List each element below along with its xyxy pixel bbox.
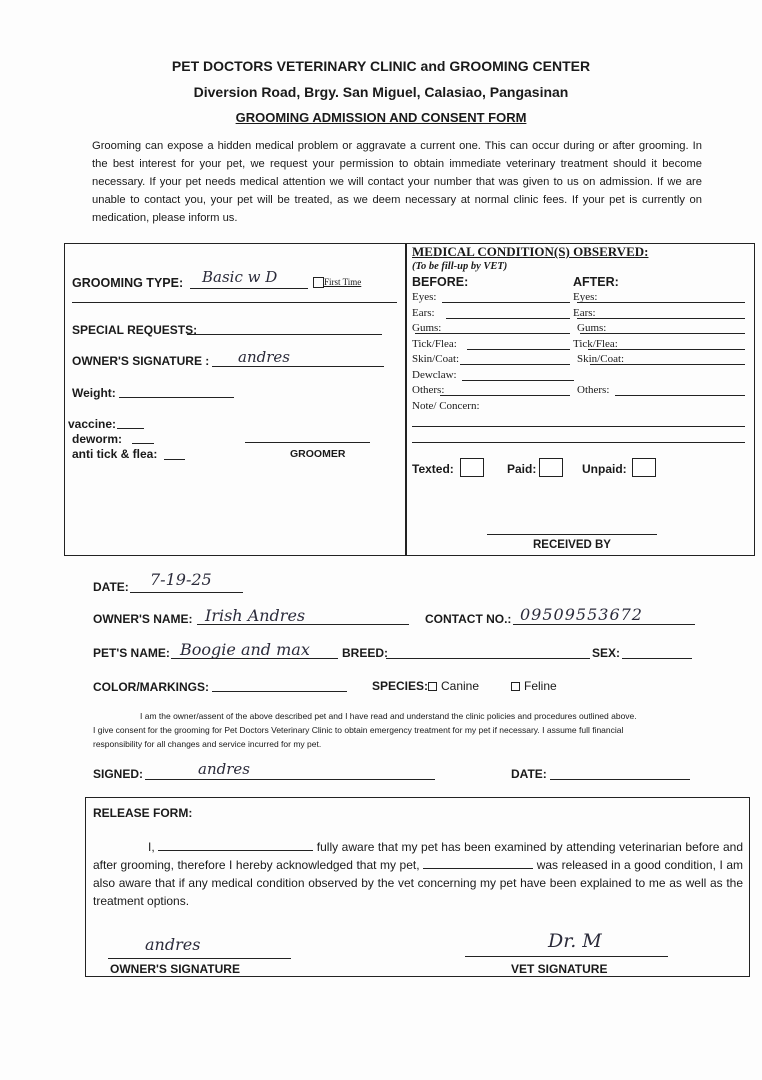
after-item-label: Gums: <box>577 322 607 334</box>
after-item-label: Skin/Coat: <box>577 353 625 365</box>
after-item-label: Tick/Flea: <box>573 337 618 350</box>
date-value: 7-19-25 <box>150 570 212 589</box>
after-item-field[interactable] <box>577 302 745 303</box>
contact-label: CONTACT NO.: <box>425 612 512 626</box>
first-time-label: First Time <box>324 277 362 287</box>
date-label: DATE: <box>93 580 129 594</box>
before-item-field[interactable] <box>467 349 570 350</box>
date-field[interactable] <box>130 592 243 593</box>
vaccine-field[interactable] <box>117 428 144 429</box>
release-owner-name-field[interactable] <box>158 839 313 851</box>
canine-option[interactable] <box>428 679 479 693</box>
release-paragraph <box>93 838 743 910</box>
vet-signature-field[interactable] <box>465 956 668 957</box>
pet-name-label: PET'S NAME: <box>93 646 170 660</box>
breed-field[interactable] <box>386 658 590 659</box>
after-item-field[interactable] <box>580 333 745 334</box>
groomer-label: GROOMER <box>290 448 346 460</box>
antitick-field[interactable] <box>164 459 185 460</box>
weight-label: Weight: <box>72 386 116 400</box>
intro-paragraph: Grooming can expose a hidden medical problem or aggravate a current one. This can occur during or after grooming. In the best interest for your pet, we request your permission to obtain immediate veterinary treatment should it become necessary. If your pet needs medical attention we will contact your number that was given to us on admission. If we are unable to contact you, your pet will be treated, as we deem necessary at normal clinic fees. If your pet is currently on medication, please inform us. <box>92 140 702 224</box>
owner-name-label: OWNER'S NAME: <box>93 612 193 626</box>
paid-checkbox[interactable] <box>539 458 563 477</box>
before-item-label: Gums: <box>412 322 442 334</box>
owner-signature-value: andres <box>238 348 290 366</box>
sex-field[interactable] <box>622 658 692 659</box>
before-item-label: Others: <box>412 384 445 396</box>
after-item-label: Eyes: <box>573 291 598 303</box>
box-divider <box>405 243 407 555</box>
note-concern-label: Note/ Concern: <box>412 400 480 412</box>
feline-label: Feline <box>524 679 557 693</box>
special-requests-field[interactable] <box>187 334 382 335</box>
clinic-address: Diversion Road, Brgy. San Miguel, Calasiao, Pangasinan <box>193 84 569 100</box>
vaccine-label: vaccine: <box>68 417 117 431</box>
received-by-label: RECEIVED BY <box>533 539 611 551</box>
received-by-field[interactable] <box>487 534 657 535</box>
canine-checkbox[interactable] <box>428 682 437 691</box>
release-text-2: was released in a good condition, I am also aware that if any medical condition observed by the vet concerning my pet have been explained to me as well as the treatment options. <box>93 858 743 908</box>
canine-label: Canine <box>441 679 480 693</box>
breed-label: BREED: <box>342 646 389 660</box>
clinic-name: PET DOCTORS VETERINARY CLINIC and GROOMING CENTER <box>171 58 591 74</box>
feline-checkbox[interactable] <box>511 682 520 691</box>
consent-line-1: I am the owner/assent of the above described pet and I have read and understand the clinic policies and procedures outlined above. <box>140 711 637 721</box>
before-item-label: Skin/Coat: <box>412 353 460 365</box>
vet-signature-label: VET SIGNATURE <box>511 962 608 976</box>
after-item-field[interactable] <box>590 364 745 365</box>
grooming-type-field[interactable] <box>190 288 308 289</box>
owner-name-value: Irish Andres <box>205 606 306 625</box>
before-item-field[interactable] <box>446 318 570 319</box>
medical-title: MEDICAL CONDITION(S) OBSERVED: <box>412 244 649 259</box>
unpaid-label: Unpaid: <box>582 462 627 476</box>
first-time-checkbox[interactable] <box>313 277 324 288</box>
species-label: SPECIES: <box>372 679 429 693</box>
after-item-label: Others: <box>577 384 610 396</box>
before-item-field[interactable] <box>440 395 570 396</box>
before-item-label: Tick/Flea: <box>412 337 457 350</box>
vet-signature-value: Dr. M <box>548 930 602 952</box>
unpaid-checkbox[interactable] <box>632 458 656 477</box>
after-item-label: Ears: <box>573 306 596 319</box>
before-item-label: Eyes: <box>412 291 437 303</box>
release-owner-signature-value: andres <box>145 935 201 954</box>
texted-label: Texted: <box>412 462 454 476</box>
before-item-field[interactable] <box>442 302 570 303</box>
release-pet-name-field[interactable] <box>423 857 533 869</box>
before-item-field[interactable] <box>415 333 570 334</box>
before-item-label: Ears: <box>412 306 435 319</box>
color-markings-field[interactable] <box>212 691 347 692</box>
signed-field[interactable] <box>145 779 435 780</box>
signed-label: SIGNED: <box>93 767 144 781</box>
consent-line-2: I give consent for the grooming for Pet Doctors Veterinary Clinic to obtain emergency treatment for my pet if necessary. I assume full financial <box>93 725 624 735</box>
grooming-type-value: Basic w D <box>202 268 278 286</box>
before-item-field[interactable] <box>462 380 574 381</box>
signed-value: andres <box>198 760 250 778</box>
deworm-label: deworm: <box>72 432 123 446</box>
after-item-field[interactable] <box>588 349 745 350</box>
after-item-field[interactable] <box>577 318 745 319</box>
contact-field[interactable] <box>513 624 695 625</box>
feline-option[interactable] <box>511 679 557 693</box>
release-i-label: I, <box>148 840 155 854</box>
grooming-type-label: GROOMING TYPE: <box>72 276 184 290</box>
medical-subtitle: (To be fill-up by VET) <box>412 261 508 272</box>
release-title: RELEASE FORM: <box>93 806 193 820</box>
owner-signature-label: OWNER'S SIGNATURE : <box>72 354 210 368</box>
antitick-label: anti tick & flea: <box>72 447 158 461</box>
special-requests-label: SPECIAL REQUESTS: <box>72 323 198 337</box>
paid-label: Paid: <box>507 462 537 476</box>
pet-name-value: Boogie and max <box>180 640 310 659</box>
date2-label: DATE: <box>511 767 547 781</box>
grooming-type-line-2[interactable] <box>72 302 397 303</box>
sex-label: SEX: <box>592 646 621 660</box>
owner-signature-field[interactable] <box>212 366 384 367</box>
before-label: BEFORE: <box>412 275 469 289</box>
note-line-2[interactable] <box>412 442 745 443</box>
release-owner-signature-field[interactable] <box>108 958 291 959</box>
date2-field[interactable] <box>550 779 690 780</box>
deworm-field[interactable] <box>132 443 154 444</box>
contact-value: 09509553672 <box>520 605 643 624</box>
note-line-1[interactable] <box>412 426 745 427</box>
consent-line-3: responsibility for all changes and service incurred for my pet. <box>93 739 322 749</box>
color-markings-label: COLOR/MARKINGS: <box>93 680 209 694</box>
after-label: AFTER: <box>573 275 619 289</box>
before-item-label: Dewclaw: <box>412 368 457 381</box>
after-item-field[interactable] <box>615 395 745 396</box>
weight-field[interactable] <box>119 397 234 398</box>
release-text-1: fully aware that my pet has been examined by attending veterinarian before and after grooming, therefore I hereby acknowledged that my pet, <box>93 840 743 872</box>
before-item-field[interactable] <box>460 364 570 365</box>
release-owner-signature-label: OWNER'S SIGNATURE <box>110 962 240 976</box>
texted-checkbox[interactable] <box>460 458 484 477</box>
form-title: GROOMING ADMISSION AND CONSENT FORM <box>235 110 527 125</box>
groomer-signature-field[interactable] <box>245 442 370 443</box>
